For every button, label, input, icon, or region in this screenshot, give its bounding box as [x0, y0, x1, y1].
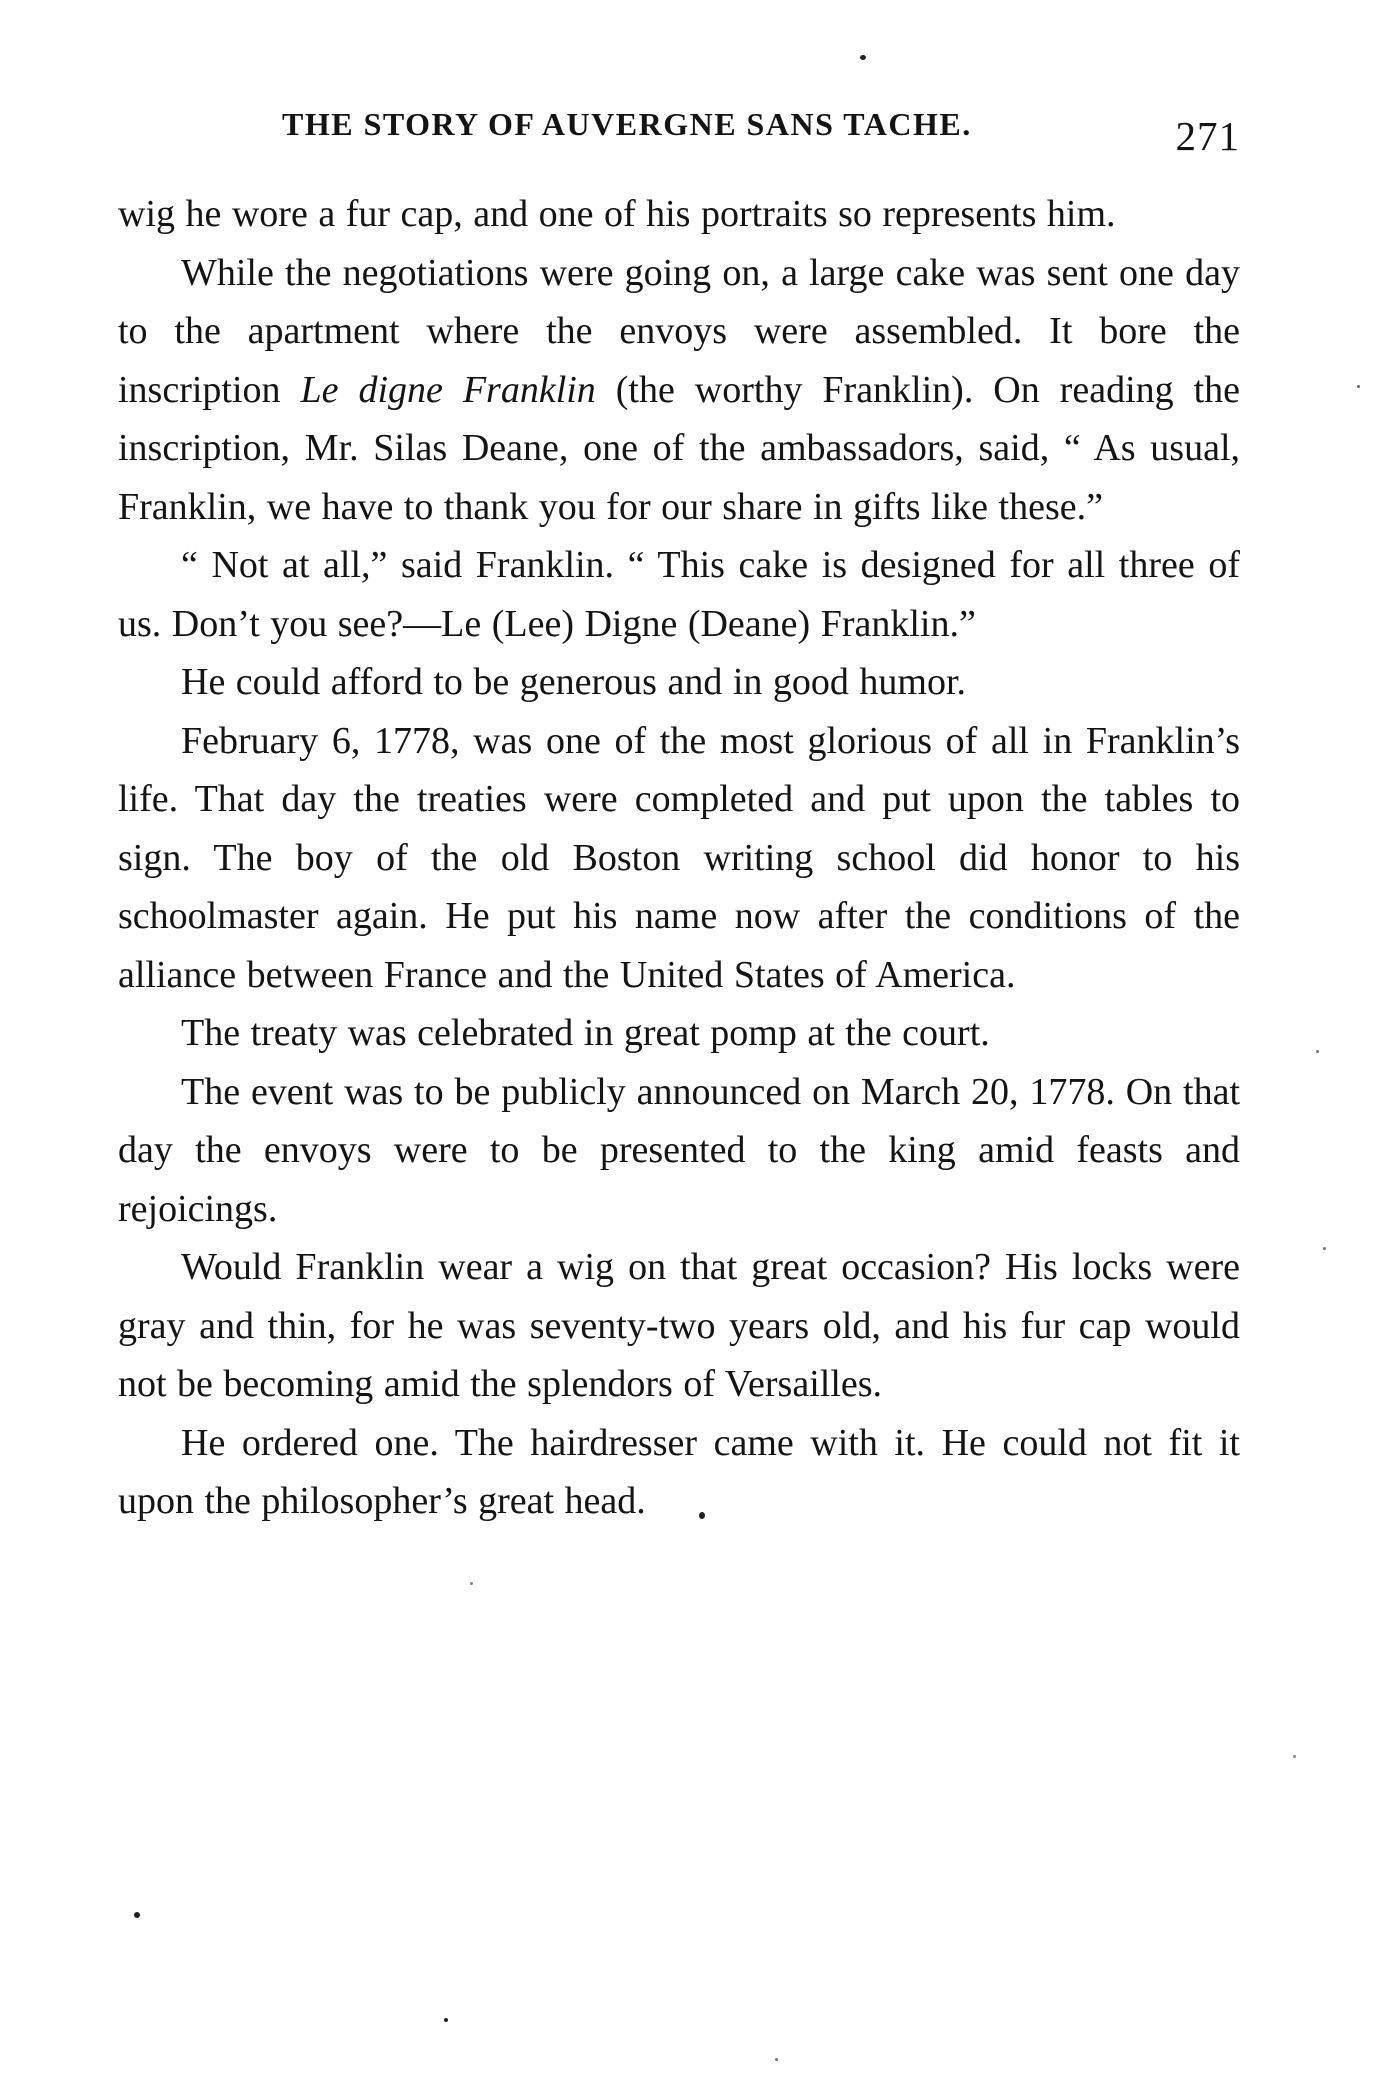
- scan-speck: [1293, 1755, 1296, 1758]
- scan-speck: [775, 2058, 778, 2061]
- paragraph-2-text-b: (the worthy Franklin). On reading the inscription, Mr. Silas Deane, one of the ambassadors, said, “ As usual, Franklin, we have to thank you for our share in gifts like these.”: [118, 368, 1240, 528]
- scan-speck: [699, 1512, 705, 1519]
- paragraph-1: wig he wore a fur cap, and one of his portraits so represents him.: [118, 193, 1116, 235]
- paragraph-2: [118, 244, 1240, 537]
- scan-speck: [470, 1582, 473, 1585]
- scan-speck: [1316, 1050, 1319, 1053]
- scan-speck: [444, 2018, 448, 2022]
- running-head: [118, 106, 1240, 166]
- paragraph-5: February 6, 1778, was one of the most glorious of all in Franklin’s life. That day the treaties were completed and put upon the tables to sign. The boy of the old Boston writing school did honor to his schoolmaster again. He put his name now after the conditions of the alliance between France and the United States of America.: [118, 719, 1240, 996]
- running-title: THE STORY OF AUVERGNE SANS TACHE.: [282, 106, 972, 142]
- scan-speck: [134, 1912, 140, 1918]
- paragraph-7: The event was to be publicly announced on March 20, 1778. On that day the envoys were to be presented to the king amid feasts and rejoicings.: [118, 1070, 1240, 1230]
- scan-speck: [860, 55, 866, 60]
- paragraph-2-text-a: While the negotiations were going on, a large cake was sent one day to the apartment where the envoys were assembled. It bore the inscription: [118, 251, 1240, 411]
- paragraph-3: “ Not at all,” said Franklin. “ This cake is designed for all three of us. Don’t you see?—Le (Lee) Digne (Deane) Franklin.”: [118, 544, 1240, 645]
- paragraph-9: He ordered one. The hairdresser came with it. He could not fit it upon the philosopher’s great head.: [118, 1421, 1240, 1522]
- inscription-italic: Le digne Franklin: [300, 368, 596, 411]
- paragraph-8: Would Franklin wear a wig on that great occasion? His locks were gray and thin, for he was seventy-two years old, and his fur cap would not be becoming amid the splendors of Versailles.: [118, 1246, 1240, 1405]
- paragraph-4: He could afford to be generous and in good humor.: [181, 661, 967, 703]
- page-number: 271: [1175, 113, 1240, 159]
- scan-speck: [1357, 385, 1360, 388]
- body-text: [118, 185, 1240, 1531]
- paragraph-6: The treaty was celebrated in great pomp at the court.: [181, 1012, 990, 1054]
- scan-speck: [1323, 1247, 1326, 1250]
